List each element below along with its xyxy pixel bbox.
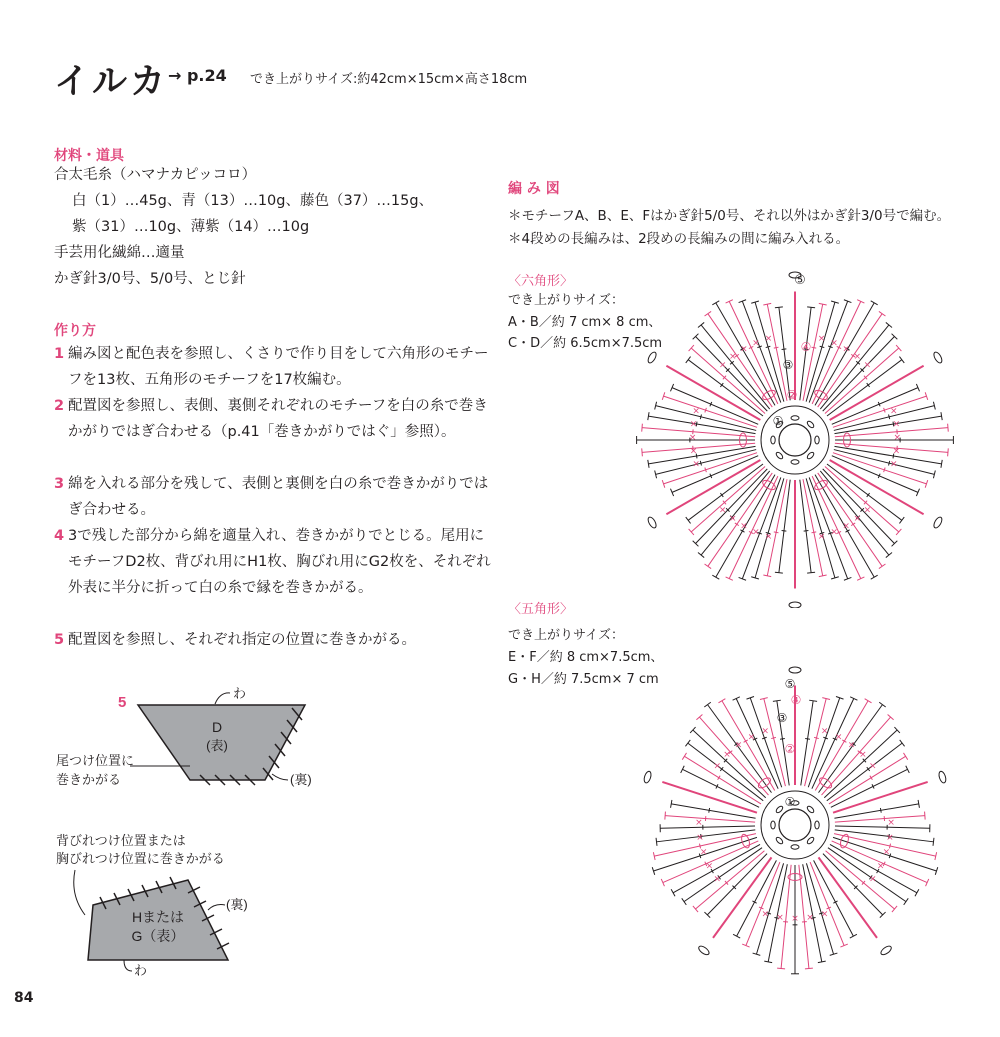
svg-text:×: ×: [734, 740, 743, 751]
round-label: ③: [782, 358, 794, 372]
svg-text:×: ×: [847, 740, 856, 751]
leader-line: [74, 870, 85, 915]
page-number: 84: [14, 990, 34, 1006]
tail-callout: 尾つけ位置に: [56, 754, 135, 769]
svg-text:×: ×: [688, 433, 697, 443]
materials-line: 合太毛糸（ハマナカピッコロ）: [54, 167, 257, 183]
finished-size: でき上がりサイズ:約42cm×15cm×高さ18cm: [250, 72, 528, 87]
step-text: 綿を入れる部分を残して、表側と裏側を白の糸で巻きかがりではぎ合わせる。: [68, 476, 489, 518]
step-number: 1: [54, 346, 65, 362]
svg-text:×: ×: [718, 505, 727, 516]
round-label: ⑤: [784, 677, 796, 691]
svg-text:×: ×: [868, 761, 877, 772]
svg-text:×: ×: [890, 459, 898, 470]
svg-text:×: ×: [696, 833, 704, 844]
svg-text:×: ×: [817, 334, 826, 345]
svg-text:×: ×: [689, 446, 698, 457]
svg-text:×: ×: [859, 750, 867, 761]
piece-side: G（表）: [131, 928, 185, 944]
method-step: [54, 627, 494, 653]
round-label: ②: [786, 388, 798, 402]
svg-text:×: ×: [868, 874, 877, 885]
svg-text:×: ×: [776, 912, 784, 923]
step-text: 3で残した部分から綿を適量入れ、巻きかがりでとじる。尾用にモチーフD2枚、背びれ用にH1枚、胸びれ用にG2枚を、それぞれ外表に半分に折って白の糸で縁を巻きかがる。: [68, 528, 491, 596]
method-step: [54, 341, 494, 393]
svg-text:×: ×: [752, 338, 760, 349]
svg-text:×: ×: [689, 419, 698, 430]
svg-text:×: ×: [761, 726, 770, 737]
step-text: 編み図と配色表を参照し、くさりで作り目をして六角形のモチーフを13枚、五角形のモチーフを17枚編む。: [68, 346, 489, 388]
hexagon-size-ab: A・B／約 7 cm× 8 cm、: [508, 315, 662, 330]
hexagon-size-cd: C・D／約 6.5cm×7.5cm: [508, 336, 663, 351]
svg-text:×: ×: [723, 750, 731, 761]
round-label: ①: [772, 414, 784, 428]
fin-callout: 胸びれつけ位置に巻きかがる: [56, 852, 225, 867]
svg-text:×: ×: [692, 459, 700, 470]
leader-line: [208, 905, 225, 910]
svg-text:×: ×: [713, 761, 722, 772]
pentagon-label: 〈五角形〉: [508, 602, 574, 617]
leader-line: [124, 960, 132, 971]
svg-text:×: ×: [876, 861, 885, 872]
svg-text:×: ×: [705, 861, 714, 872]
round-label: ④: [790, 693, 802, 707]
materials-line: 手芸用化繊綿…適量: [54, 245, 185, 261]
materials-line: 紫（31）…10g、薄紫（14）…10g: [72, 219, 310, 235]
piece-name: Hまたは: [131, 909, 185, 925]
svg-text:×: ×: [761, 909, 770, 920]
hexagon-size-label: でき上がりサイズ：: [508, 293, 624, 308]
svg-text:×: ×: [764, 531, 773, 542]
page-title: イルカ: [54, 62, 169, 102]
pentagon-size-ef: E・F／約 8 cm×7.5cm、: [508, 650, 664, 665]
svg-text:×: ×: [830, 338, 838, 349]
pentagon-size-gh: G・H／約 7.5cm× 7 cm: [508, 672, 659, 687]
svg-text:×: ×: [752, 527, 760, 538]
diagram-step-number: 5: [118, 694, 127, 711]
svg-text:×: ×: [842, 344, 850, 355]
svg-text:×: ×: [882, 847, 891, 858]
svg-text:×: ×: [699, 847, 708, 858]
round-label: ③: [776, 711, 788, 725]
leader-line: [272, 774, 288, 780]
svg-text:×: ×: [863, 360, 872, 371]
svg-text:×: ×: [740, 521, 748, 532]
step-text: 配置図を参照し、それぞれ指定の位置に巻きかがる。: [68, 632, 416, 648]
back-side-label: (裏): [290, 772, 312, 787]
svg-text:×: ×: [863, 505, 872, 516]
leader-line: [215, 693, 230, 704]
svg-text:×: ×: [834, 732, 843, 743]
method-step: [54, 523, 494, 601]
fold-label: わ: [233, 686, 247, 701]
svg-text:×: ×: [892, 419, 901, 430]
step-text: 配置図を参照し、表側、裏側それぞれのモチーフを白の糸で巻きかがりではぎ合わせる（p.41「巻きかがりではぐ」参照）。: [68, 398, 488, 440]
piece-side: (表): [206, 738, 228, 753]
tail-callout: 巻きかがる: [56, 773, 122, 788]
hexagon-label: 〈六角形〉: [508, 274, 574, 289]
materials-line: 白（1）…45g、青（13）…10g、藤色（37）…15g、: [72, 193, 434, 209]
svg-text:×: ×: [718, 360, 727, 371]
svg-text:×: ×: [890, 406, 898, 417]
chart-note: ＊4段めの長編みは、2段めの長編みの間に編み入れる。: [508, 231, 850, 247]
svg-text:×: ×: [728, 514, 737, 525]
fold-label: わ: [134, 963, 148, 978]
piece-name: D: [211, 719, 223, 735]
method-step: [54, 393, 494, 445]
pentagon-crochet-chart: [620, 660, 970, 980]
svg-text:×: ×: [695, 818, 703, 828]
method-heading: 作り方: [54, 323, 96, 339]
svg-text:×: ×: [791, 914, 799, 925]
step-number: 4: [54, 528, 65, 544]
step-number: 2: [54, 398, 65, 414]
svg-text:×: ×: [853, 514, 862, 525]
round-label: ⑤: [794, 273, 806, 288]
svg-text:×: ×: [887, 818, 895, 828]
svg-text:×: ×: [692, 406, 700, 417]
svg-text:×: ×: [820, 726, 829, 737]
svg-text:×: ×: [740, 344, 748, 355]
chart-stitches: [637, 272, 954, 608]
hexagon-crochet-chart: [620, 268, 970, 608]
page-reference: → p.24: [168, 66, 227, 85]
svg-text:×: ×: [892, 446, 901, 457]
back-side-label: (裏): [226, 897, 248, 912]
chart-note: ＊モチーフA、B、E、Fはかぎ針5/0号、それ以外はかぎ針3/0号で編む。: [508, 208, 951, 224]
chart-heading: 編 み 図: [508, 181, 560, 197]
materials-heading: 材料・道具: [54, 148, 124, 164]
svg-text:×: ×: [728, 351, 737, 362]
svg-text:×: ×: [713, 874, 722, 885]
svg-text:×: ×: [830, 527, 838, 538]
svg-text:×: ×: [820, 909, 829, 920]
svg-text:×: ×: [764, 334, 773, 345]
materials-line: かぎ針3/0号、5/0号、とじ針: [54, 271, 246, 287]
method-step: [54, 471, 494, 523]
svg-text:×: ×: [817, 531, 826, 542]
round-label: ②: [784, 742, 796, 756]
svg-text:×: ×: [842, 521, 850, 532]
svg-text:×: ×: [853, 351, 862, 362]
fin-callout: 背びれつけ位置または: [56, 834, 186, 849]
svg-text:×: ×: [747, 732, 756, 743]
chart-stitches: [643, 667, 947, 974]
round-label: ④: [800, 340, 812, 354]
pentagon-size-label: でき上がりサイズ：: [508, 628, 624, 643]
step-number: 5: [54, 632, 65, 648]
fin-assembly-diagram: [40, 865, 280, 980]
svg-text:×: ×: [893, 433, 902, 443]
round-label: ①: [784, 795, 796, 809]
svg-text:×: ×: [806, 912, 814, 923]
svg-text:×: ×: [886, 833, 894, 844]
step-number: 3: [54, 476, 65, 492]
